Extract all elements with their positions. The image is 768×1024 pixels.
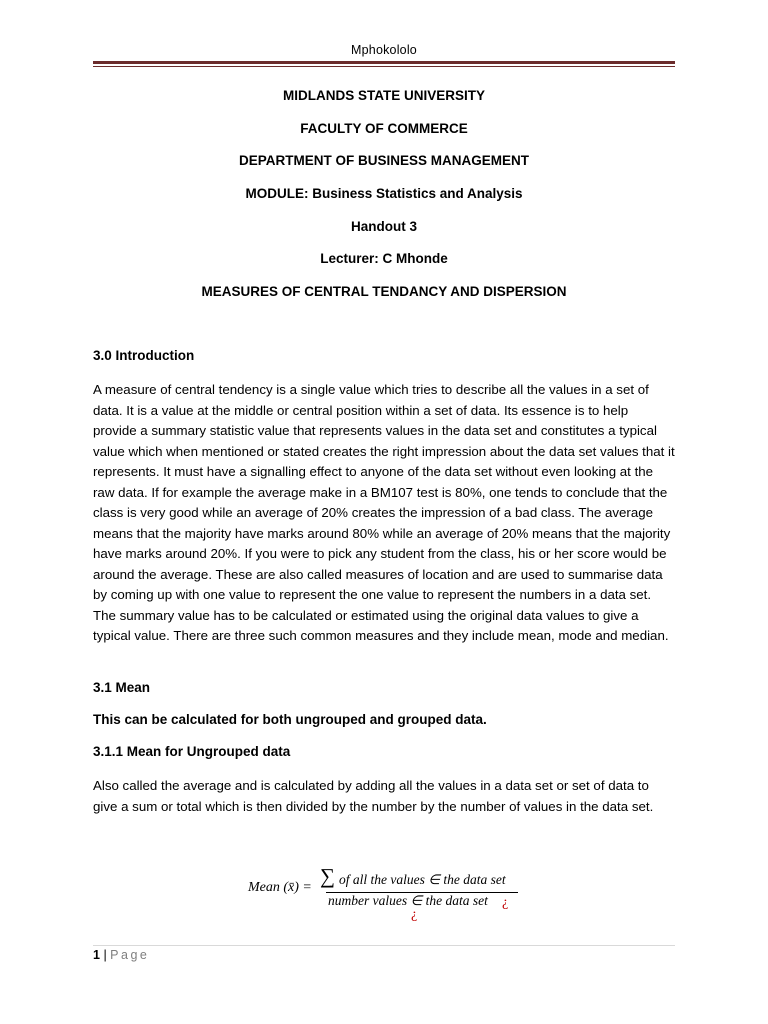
footer-rule	[93, 945, 675, 946]
page-label: Page	[110, 948, 150, 962]
faculty-title: FACULTY OF COMMERCE	[300, 120, 468, 136]
header-rule-thick	[93, 61, 675, 64]
intro-paragraph: A measure of central tendency is a single value which tries to describe all the values in a set of data. It is a value at the middle or central position within a set of data. Its essence is to help provide a summary statistic value that represents values in the data set and constitutes a typical value which when mentioned or stated creates the right impression about the data set values that it represents. It must have a signalling effect to anyone of the data set without even looking at the raw data. If for example the average make in a BM107 test is 80%, one tends to conclude that the class is very good while an average of 20% creates the impression of a bad class. The average means that the majority have marks around 80% while an average of 20% means that the majority have marks around 20%. If you were to pick any student from the class, his or her score would be around the average. These are also called measures of location and are used to summarise data by coming up with one value to represent the one value to represent the numbers in a data set. The summary value has to be calculated or estimated using the original data values to give a typical value. There are three such common measures and they include mean, mode and median.	[93, 382, 675, 643]
ungrouped-heading: 3.1.1 Mean for Ungrouped data	[93, 744, 291, 759]
mean-formula	[248, 866, 538, 926]
topic-title: MEASURES OF CENTRAL TENDANCY AND DISPERSION	[201, 284, 567, 300]
page-header-author: Mphokololo	[351, 43, 417, 57]
formula-lhs: Mean (x̄) =	[248, 880, 312, 895]
header-rule-thin	[93, 66, 675, 67]
sigma-symbol: ∑	[320, 864, 335, 888]
page-number: 1	[93, 948, 100, 962]
intro-heading: 3.0 Introduction	[93, 348, 195, 363]
department-title: DEPARTMENT OF BUSINESS MANAGEMENT	[238, 153, 529, 169]
handout-title: Handout 3	[351, 218, 417, 234]
formula-error-glyph: ¿	[502, 895, 509, 910]
formula-numerator: of all the values ∈ the data set	[339, 872, 506, 887]
mean-heading: 3.1 Mean	[93, 680, 151, 695]
module-title: MODULE: Business Statistics and Analysis	[245, 186, 523, 202]
title-block	[93, 86, 675, 315]
ungrouped-paragraph: Also called the average and is calculated by adding all the values in a data set or set of data to give a sum or total which is then divided by the number by the number of values in the data set.	[93, 778, 654, 814]
formula-error-glyph: ¿	[411, 907, 418, 922]
footer-separator: |	[103, 948, 107, 962]
mean-subheading: This can be calculated for both ungrouped and grouped data.	[93, 712, 487, 727]
formula-denominator: number values ∈ the data set	[328, 893, 488, 908]
university-title: MIDLANDS STATE UNIVERSITY	[282, 88, 485, 103]
page-footer	[93, 948, 149, 962]
lecturer-title: Lecturer: C Mhonde	[320, 251, 448, 267]
